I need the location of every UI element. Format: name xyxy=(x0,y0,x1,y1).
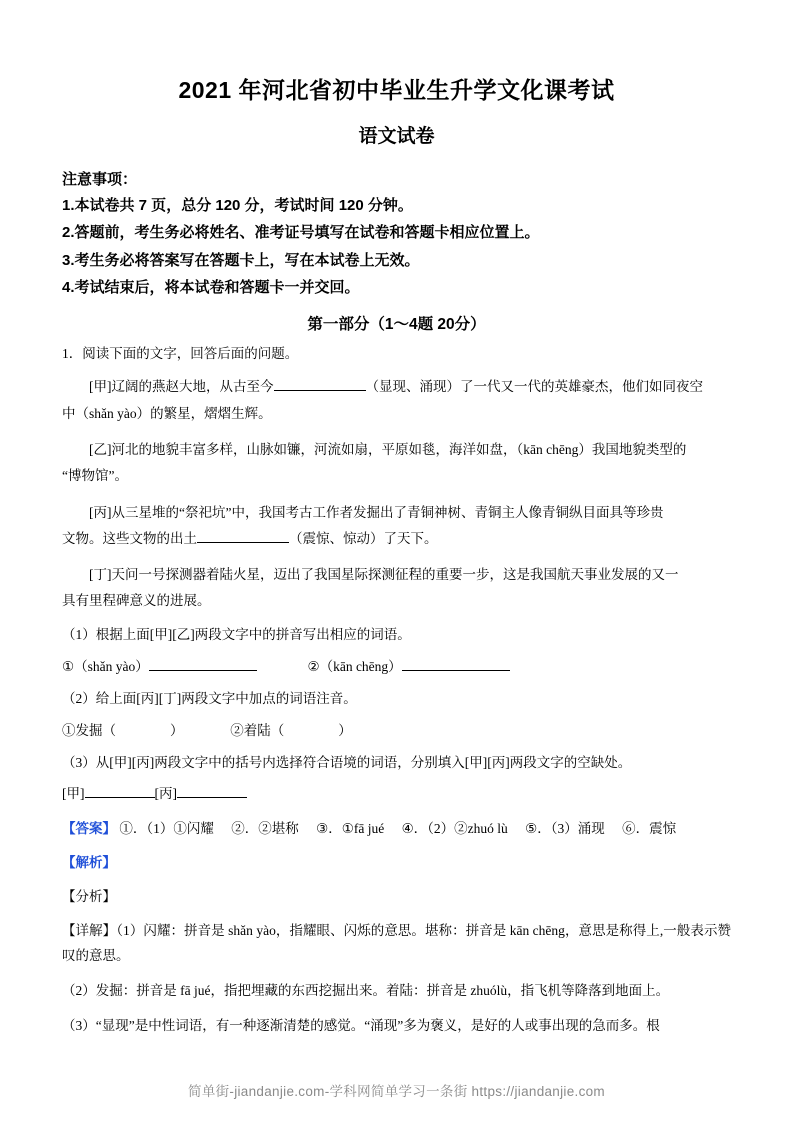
detail-paragraph-3: （3）“显现”是中性词语，有一种逐渐清楚的感觉。“涌现”多为褒义，是好的人或事出现的急而多。根 xyxy=(62,1018,660,1034)
answer-item-5: ⑤．（3）涌现 xyxy=(525,821,605,837)
fill-blank-bing[interactable] xyxy=(197,542,289,543)
answer-block xyxy=(62,818,731,841)
passage-yi-text-a: [乙]河北的地貌丰富多样，山脉如镰，河流如扇，平原如毯，海洋如盘，（kān chēng）我国地貌类型的 xyxy=(89,441,687,457)
sub1-item-1-label: ①（shǎn yào） xyxy=(62,658,149,674)
analysis-label: 【解析】 xyxy=(62,855,116,871)
answer-item-6: ⑥．震惊 xyxy=(622,821,677,837)
sub-question-2: （2）给上面[丙][丁]两段文字中加点的词语注音。 xyxy=(62,690,357,706)
fenxi-section xyxy=(62,886,731,909)
detail-paragraph-1: 【详解】（1）闪耀：拼音是 shǎn yào，指耀眼、闪烁的意思。堪称：拼音是 kān chēng，意思是称得上,一般表示赞叹的意思。 xyxy=(62,923,731,964)
notice-item-3: 3.考生务必将答案写在答题卡上，写在本试卷上无效。 xyxy=(62,251,420,269)
detail-paragraph-2: （2）发掘：拼音是 fā jué，指把埋藏的东西挖掘出来。着陆：拼音是 zhuólù，指飞机等降落到地面上。 xyxy=(62,983,670,999)
question-1-stem: 1．阅读下面的文字，回答后面的问题。 xyxy=(62,346,299,361)
sub-question-3: （3）从[甲][丙]两段文字中的括号内选择符合语境的词语，分别填入[甲][丙]两段文字的空缺处。 xyxy=(62,754,632,770)
fill-blank-jia[interactable] xyxy=(274,390,366,391)
notice-item-1: 1.本试卷共 7 页，总分 120 分，考试时间 120 分钟。 xyxy=(62,197,413,214)
passage-bing-text-a: [丙]从三星堆的“祭祀坑”中，我国考古工作者发掘出了青铜神树、青铜主人像青铜纵目面具等珍贵 xyxy=(89,504,664,520)
passage-bing xyxy=(62,500,731,553)
answer-label: 【答案】 xyxy=(62,821,116,837)
sub-question-2-blanks xyxy=(62,720,731,743)
passage-bing-text-b: 文物。这些文物的出土 xyxy=(62,530,197,546)
notice-item-4: 4.考试结束后，将本试卷和答题卡一并交回。 xyxy=(62,278,360,296)
sub3-blank-bing[interactable] xyxy=(177,797,247,798)
page-subtitle: 语文试卷 xyxy=(358,126,435,147)
sub3-blank-jia[interactable] xyxy=(85,797,155,798)
answer-item-3: ③．①fā jué xyxy=(316,821,385,837)
passage-jia-text-c: 中（shǎn yào）的繁星，熠熠生辉。 xyxy=(62,405,272,421)
sub2-item-1-label: ①发掘（ xyxy=(62,722,116,738)
answer-item-4: ④．（2）②zhuó lù xyxy=(401,821,508,837)
notice-heading: 注意事项： xyxy=(62,171,138,188)
part-heading: 第一部分（1～4题 20分） xyxy=(307,316,486,333)
notice-item-2: 2.答题前，考生务必将姓名、准考证号填写在试卷和答题卡相应位置上。 xyxy=(62,224,540,242)
passage-yi-text-b: “博物馆”。 xyxy=(62,468,128,484)
passage-yi xyxy=(62,437,731,490)
analysis-section xyxy=(62,852,731,875)
sub3-label-bing: [丙] xyxy=(154,786,177,802)
passage-bing-text-c: （震惊、惊动）了天下。 xyxy=(289,530,438,546)
sub1-item-2-label: ②（kān chēng） xyxy=(307,658,402,674)
passage-jia-text-a: [甲]辽阔的燕赵大地，从古至今 xyxy=(89,379,274,395)
sub2-paren-close-2: ） xyxy=(338,722,352,738)
answer-item-1: ①．（1）①闪耀 xyxy=(119,821,214,837)
passage-ding-text-a: [丁]天问一号探测器着陆火星，迈出了我国星际探测征程的重要一步，这是我国航天事业发展的又一 xyxy=(89,567,679,583)
answer-item-2: ②．②堪称 xyxy=(231,821,299,837)
sub-question-1-blanks xyxy=(62,656,731,679)
page-title: 2021 年河北省初中毕业生升学文化课考试 xyxy=(178,77,615,103)
sub2-item-2-label: ②着陆（ xyxy=(230,722,285,738)
footer-watermark: 简单街-jiandanjie.com-学科网简单学习一条街 https://jiandanjie.com xyxy=(188,1084,605,1099)
sub1-blank-1[interactable] xyxy=(149,670,257,671)
passage-ding xyxy=(62,562,731,615)
sub1-blank-2[interactable] xyxy=(402,670,510,671)
sub2-paren-close-1: ） xyxy=(170,722,184,738)
sub-question-1: （1）根据上面[甲][乙]两段文字中的拼音写出相应的词语。 xyxy=(62,626,411,642)
sub-question-3-blanks xyxy=(62,783,731,806)
sub3-label-jia: [甲] xyxy=(62,786,85,802)
passage-jia xyxy=(62,374,731,427)
passage-ding-text-b: 具有里程碑意义的进展。 xyxy=(62,593,211,609)
fenxi-label: 【分析】 xyxy=(62,889,116,905)
passage-jia-text-b: （显现、涌现）了一代又一代的英雄豪杰，他们如同夜空 xyxy=(365,379,703,395)
